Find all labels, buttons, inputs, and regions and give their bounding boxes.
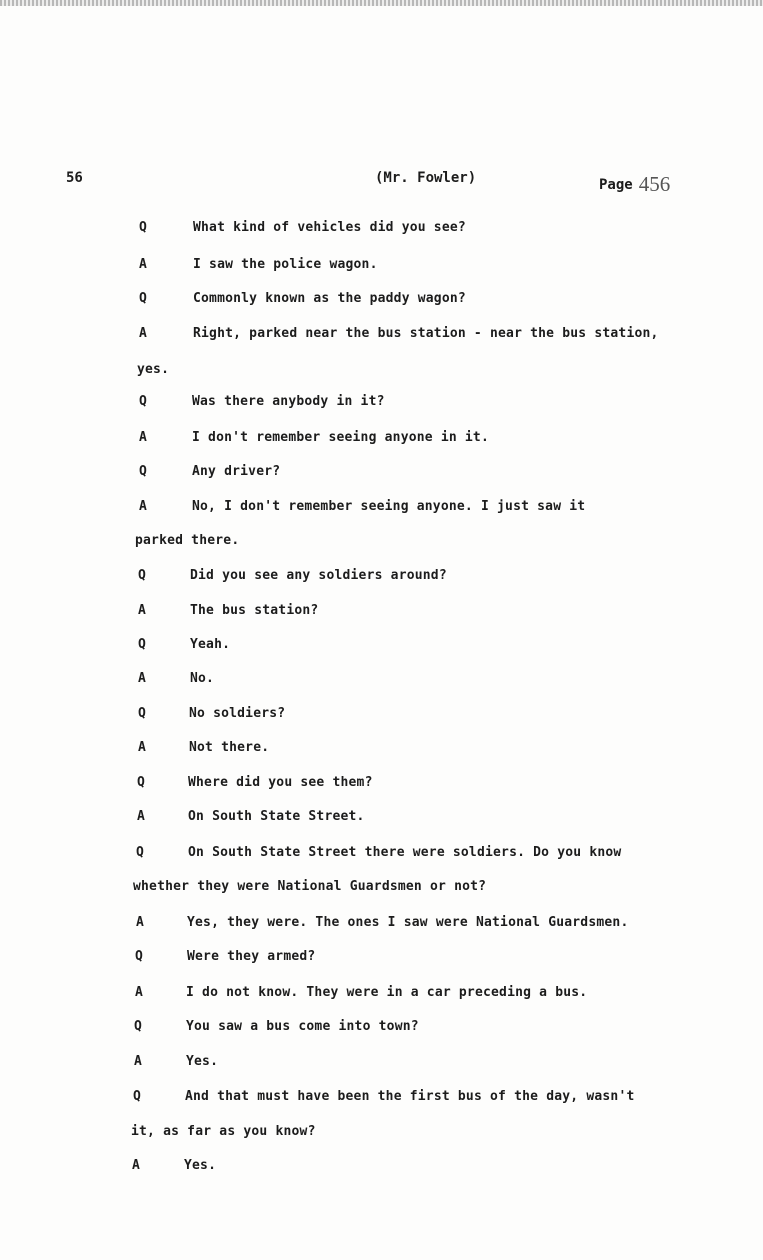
testimony-continuation: yes. bbox=[137, 362, 170, 377]
speaker-label: Q bbox=[139, 394, 148, 409]
speaker-label: Q bbox=[136, 845, 145, 860]
speaker-label: A bbox=[135, 985, 144, 1000]
testimony-text: No soldiers? bbox=[189, 706, 286, 721]
testimony-text: I don't remember seeing anyone in it. bbox=[192, 430, 489, 445]
speaker-label: A bbox=[138, 740, 147, 755]
page-label: Page bbox=[599, 177, 633, 193]
testimony-text: The bus station? bbox=[190, 603, 319, 618]
testimony-text: Yes, they were. The ones I saw were National Guardsmen. bbox=[187, 915, 629, 930]
speaker-label: A bbox=[137, 809, 146, 824]
speaker-label: A bbox=[134, 1054, 143, 1069]
speaker-label: A bbox=[138, 603, 147, 618]
speaker-label: Q bbox=[137, 775, 146, 790]
testimony-text: Yes. bbox=[184, 1158, 217, 1173]
speaker-label: Q bbox=[138, 568, 147, 583]
testimony-continuation: parked there. bbox=[135, 533, 240, 548]
testimony-text: No. bbox=[190, 671, 215, 686]
speaker-label: A bbox=[136, 915, 145, 930]
speaker-label: A bbox=[139, 257, 148, 272]
speaker-label: Q bbox=[138, 706, 147, 721]
testimony-text: I saw the police wagon. bbox=[193, 257, 378, 272]
scan-top-edge bbox=[0, 0, 763, 6]
testimony-text: Was there anybody in it? bbox=[192, 394, 385, 409]
testimony-text: You saw a bus come into town? bbox=[186, 1019, 419, 1034]
page-reference bbox=[599, 170, 670, 195]
speaker-label: Q bbox=[139, 291, 148, 306]
testimony-text: Yes. bbox=[186, 1054, 219, 1069]
testimony-text: Yeah. bbox=[190, 637, 231, 652]
testimony-text: Did you see any soldiers around? bbox=[190, 568, 447, 583]
speaker-label: A bbox=[139, 430, 148, 445]
speaker-label: A bbox=[139, 499, 148, 514]
testimony-text: Were they armed? bbox=[187, 949, 316, 964]
page-number-left: 56 bbox=[66, 170, 83, 186]
testimony-text: No, I don't remember seeing anyone. I just saw it bbox=[192, 499, 586, 514]
testimony-continuation: it, as far as you know? bbox=[131, 1124, 316, 1139]
testimony-text: Where did you see them? bbox=[188, 775, 373, 790]
witness-heading: (Mr. Fowler) bbox=[375, 170, 477, 186]
speaker-label: Q bbox=[139, 464, 148, 479]
testimony-text: Any driver? bbox=[192, 464, 281, 479]
speaker-label: Q bbox=[138, 637, 147, 652]
testimony-text: And that must have been the first bus of the day, wasn't bbox=[185, 1089, 635, 1104]
page-stamp-number: 456 bbox=[638, 172, 671, 196]
speaker-label: A bbox=[132, 1158, 141, 1173]
speaker-label: Q bbox=[133, 1089, 142, 1104]
testimony-text: What kind of vehicles did you see? bbox=[193, 220, 466, 235]
testimony-text: I do not know. They were in a car preceding a bus. bbox=[186, 985, 588, 1000]
testimony-text: On South State Street there were soldiers. Do you know bbox=[188, 845, 622, 860]
speaker-label: Q bbox=[134, 1019, 143, 1034]
speaker-label: A bbox=[138, 671, 147, 686]
testimony-text: Not there. bbox=[189, 740, 270, 755]
testimony-continuation: whether they were National Guardsmen or not? bbox=[133, 879, 487, 894]
testimony-text: Right, parked near the bus station - near the bus station, bbox=[193, 326, 659, 341]
speaker-label: Q bbox=[135, 949, 144, 964]
testimony-text: Commonly known as the paddy wagon? bbox=[193, 291, 466, 306]
speaker-label: Q bbox=[139, 220, 148, 235]
testimony-text: On South State Street. bbox=[188, 809, 365, 824]
speaker-label: A bbox=[139, 326, 148, 341]
